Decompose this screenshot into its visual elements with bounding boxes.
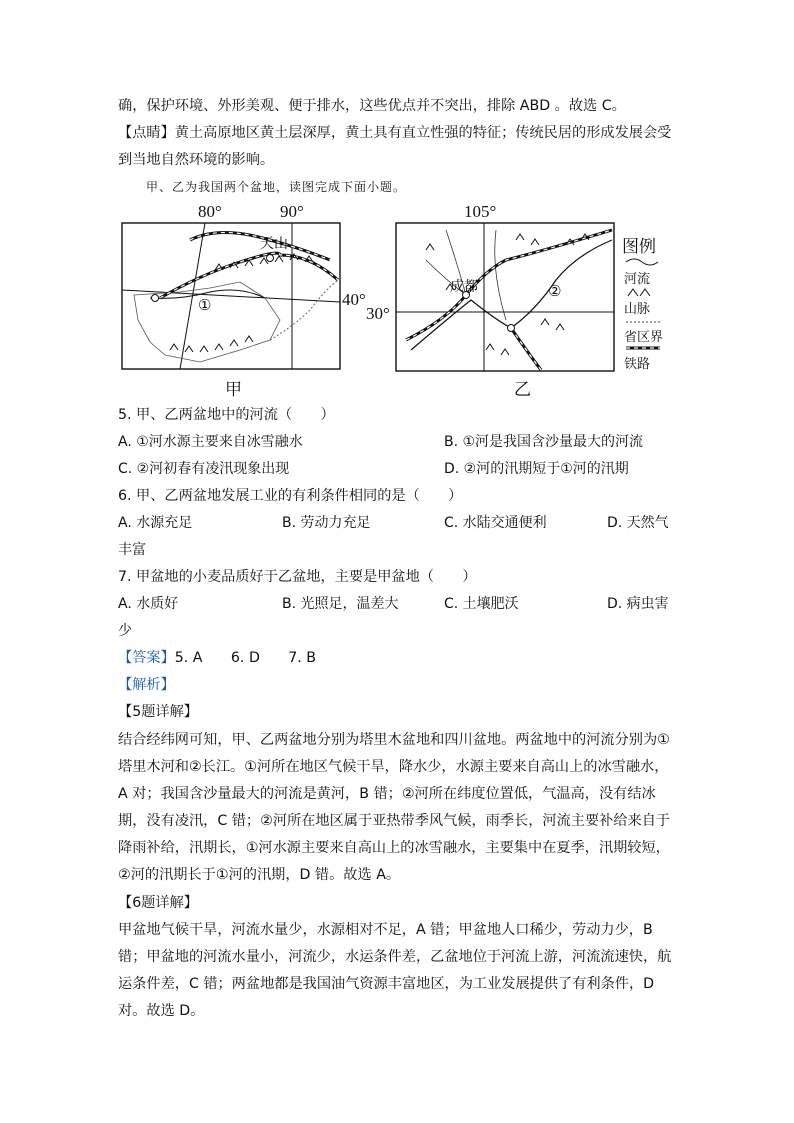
text-line: 【点睛】黄土高原地区黄土层深厚，黄土具有直立性强的特征；传统民居的形成发展会受 <box>118 125 672 141</box>
text-line: 期，没有凌汛，C 错；②河所在地区属于亚热带季风气候，雨季长，河流主要补给来自于 <box>118 813 671 829</box>
text-line: 运条件差，C 错；两盆地都是我国油气资源丰富地区，为工业发展提供了有利条件，D <box>118 976 655 992</box>
text-line: 错；甲盆地的河流水量小，河流少，水运条件差，乙盆地位于河流上游，河流流速快，航 <box>118 949 672 965</box>
text-line: 确，保护环境、外形美观、便于排水，这些优点并不突出，排除 ABD 。故选 C。 <box>118 98 626 114</box>
river-number: ② <box>548 282 562 300</box>
analysis-tag: 【解析】 <box>118 677 175 693</box>
map-left <box>120 200 366 400</box>
legend-mountain-symbol <box>628 289 650 296</box>
option: D. 病虫害 <box>607 596 669 612</box>
longitude-label: 90° <box>280 202 304 221</box>
map-right <box>366 200 666 400</box>
text-line: 降雨补给，汛期长，①河水源主要来自高山上的冰雪融水，主要集中在夏季，汛期较短， <box>118 840 670 856</box>
option: B. 劳动力充足 <box>282 515 371 531</box>
text-line: 结合经纬网可知，甲、乙两盆地分别为塔里木盆地和四川盆地。两盆地中的河流分别为① <box>118 732 670 748</box>
question-stem: 5. 甲、乙两盆地中的河流（ ） <box>118 407 335 423</box>
map-right-drawing <box>366 200 618 375</box>
question-stem: 6. 甲、乙两盆地发展工业的有利条件相同的是（ ） <box>118 488 463 504</box>
text-line: 塔里木河和②长江。①河所在地区气候干旱，降水少，水源主要来自高山上的冰雪融水， <box>118 759 669 775</box>
section-tag: 【6题详解】 <box>118 895 198 911</box>
text-line: A 对；我国含沙量最大的河流是黄河，B 错；②河所在纬度位置低，气温高，没有结冰 <box>118 786 656 802</box>
map-title: 甲 <box>225 380 242 399</box>
place-label: 天山 <box>260 237 288 252</box>
option-continuation: 丰富 <box>118 542 146 558</box>
text-line: 对。故选 D。 <box>118 1003 205 1019</box>
question-stem: 7. 甲盆地的小麦品质好于乙盆地，主要是甲盆地（ ） <box>118 569 477 585</box>
section-tag: 【5题详解】 <box>118 704 198 720</box>
option: D. ②河的汛期短于①河的汛期 <box>444 461 629 477</box>
option-continuation: 少 <box>118 623 132 639</box>
legend-item: 省区界 <box>624 330 664 345</box>
option: A. 水质好 <box>118 596 179 612</box>
longitude-label: 80° <box>198 202 222 221</box>
longitude-label: 105° <box>464 202 497 221</box>
place-label: 成都 <box>450 280 478 295</box>
option: B. 光照足，温差大 <box>282 596 399 612</box>
legend-title: 图例 <box>622 237 656 256</box>
legend-item: 河流 <box>624 272 651 287</box>
option: B. ①河是我国含沙量最大的河流 <box>444 434 644 450</box>
text-line: 到当地自然环境的影响。 <box>118 152 275 168</box>
figure-caption: 甲、乙为我国两个盆地，读图完成下面小题。 <box>146 180 407 194</box>
river-number: ① <box>198 296 212 314</box>
answer-text: 5. A 6. D 7. B <box>174 650 317 666</box>
latitude-label: 30° <box>366 304 390 323</box>
option: A. 水源充足 <box>118 515 193 531</box>
text-line: 甲盆地气候干旱，河流水量少，水源相对不足，A 错；甲盆地人口稀少，劳动力少，B <box>118 922 653 938</box>
answer-tag: 【答案】 <box>118 650 175 666</box>
legend-river-symbol <box>626 259 658 265</box>
option: D. 天然气 <box>607 515 669 531</box>
latitude-label: 40° <box>342 290 366 309</box>
answer-line <box>118 648 316 668</box>
option: A. ①河水源主要来自冰雪融水 <box>118 434 303 450</box>
legend-item: 铁路 <box>624 357 651 372</box>
option: C. ②河初春有凌汛现象出现 <box>118 461 290 477</box>
option: C. 水陆交通便利 <box>444 515 547 531</box>
map-left-drawing <box>120 200 345 375</box>
text-line: ②河的汛期长于①河的汛期，D 错。故选 A。 <box>118 867 401 883</box>
option: C. 土壤肥沃 <box>444 596 519 612</box>
legend-item: 山脉 <box>624 302 651 317</box>
map-title: 乙 <box>514 380 531 399</box>
